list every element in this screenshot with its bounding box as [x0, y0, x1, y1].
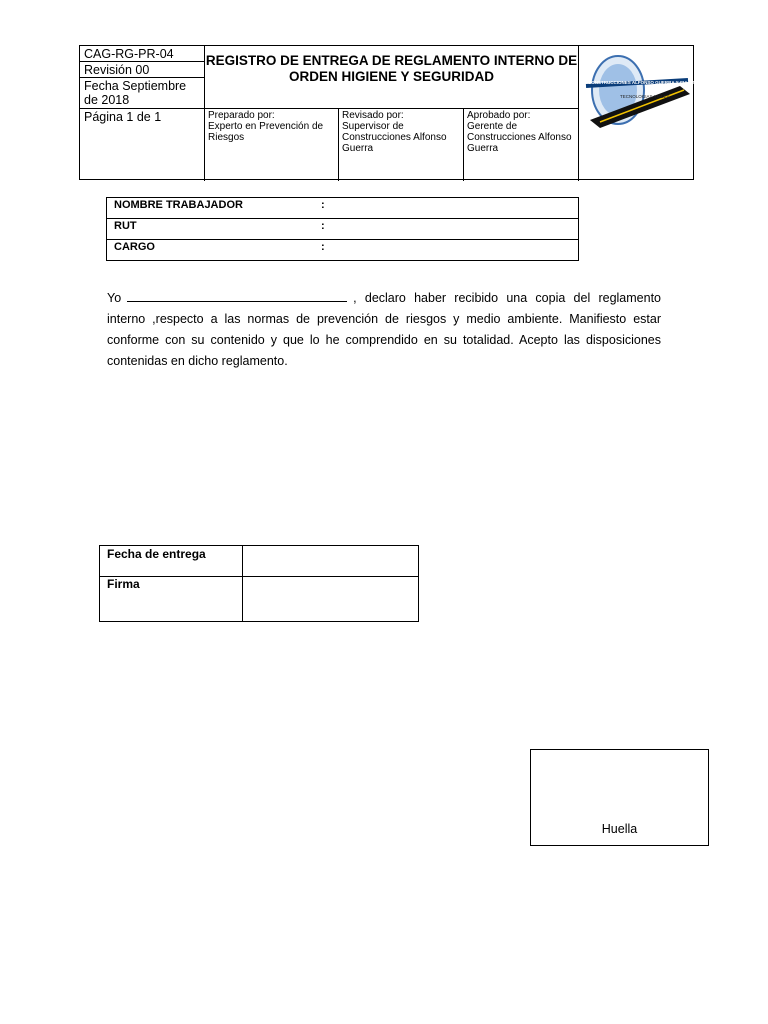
document-page: Página 1 de 1 — [84, 110, 162, 124]
signature-field[interactable] — [243, 577, 418, 621]
worker-rut-colon: : — [321, 220, 325, 232]
delivery-date-label: Fecha de entrega — [107, 547, 206, 561]
approved-by: Aprobado por: Gerente de Construcciones Alfonso Guerra — [467, 110, 572, 154]
declaration-paragraph — [107, 288, 661, 372]
worker-name-label: NOMBRE TRABAJADOR — [114, 199, 243, 211]
declaration-body: , declaro haber recibido una copia del reglamento interno ,respecto a las normas de prevención de riesgos y medio ambiente. Manifiesto estar conforme con su contenido y que lo he comprendido en su totalidad. Acepto las disposiciones contenidas en dicho reglamento. — [107, 291, 661, 368]
declaration-prefix: Yo — [107, 291, 122, 305]
worker-name-colon: : — [321, 199, 325, 211]
worker-role-label: CARGO — [114, 241, 155, 253]
logo-tagline: TECNOLOGIAS VIALES — [620, 94, 670, 99]
delivery-date-field[interactable] — [243, 546, 418, 576]
document-date: Fecha Septiembre de 2018 — [84, 79, 187, 107]
document-title: REGISTRO DE ENTREGA DE REGLAMENTO INTERNO DE ORDEN HIGIENE Y SEGURIDAD — [205, 53, 578, 84]
delivery-table — [99, 545, 419, 622]
reviewed-by: Revisado por: Supervisor de Construcciones Alfonso Guerra — [342, 110, 447, 154]
company-logo — [580, 50, 703, 132]
worker-rut-field[interactable] — [337, 220, 573, 238]
fingerprint-label: Huella — [601, 822, 638, 836]
document-header — [79, 45, 703, 180]
fingerprint-box[interactable] — [530, 749, 709, 846]
worker-name-field[interactable] — [337, 199, 573, 217]
signature-label: Firma — [107, 577, 140, 591]
logo-name: CONSTRUCCIONES ALFONSO GUERRA Y CIA. LTDA. — [588, 80, 703, 85]
worker-rut-label: RUT — [114, 220, 137, 232]
document-revision: Revisión 00 — [84, 63, 150, 77]
document-code: CAG-RG-PR-04 — [84, 47, 174, 61]
worker-role-colon: : — [321, 241, 325, 253]
logo-graphic — [580, 50, 703, 132]
prepared-by: Preparado por: Experto en Prevención de Riesgos — [208, 110, 324, 143]
worker-role-field[interactable] — [337, 241, 573, 259]
worker-info-table — [106, 197, 579, 261]
declaration-name-blank[interactable] — [127, 290, 347, 302]
